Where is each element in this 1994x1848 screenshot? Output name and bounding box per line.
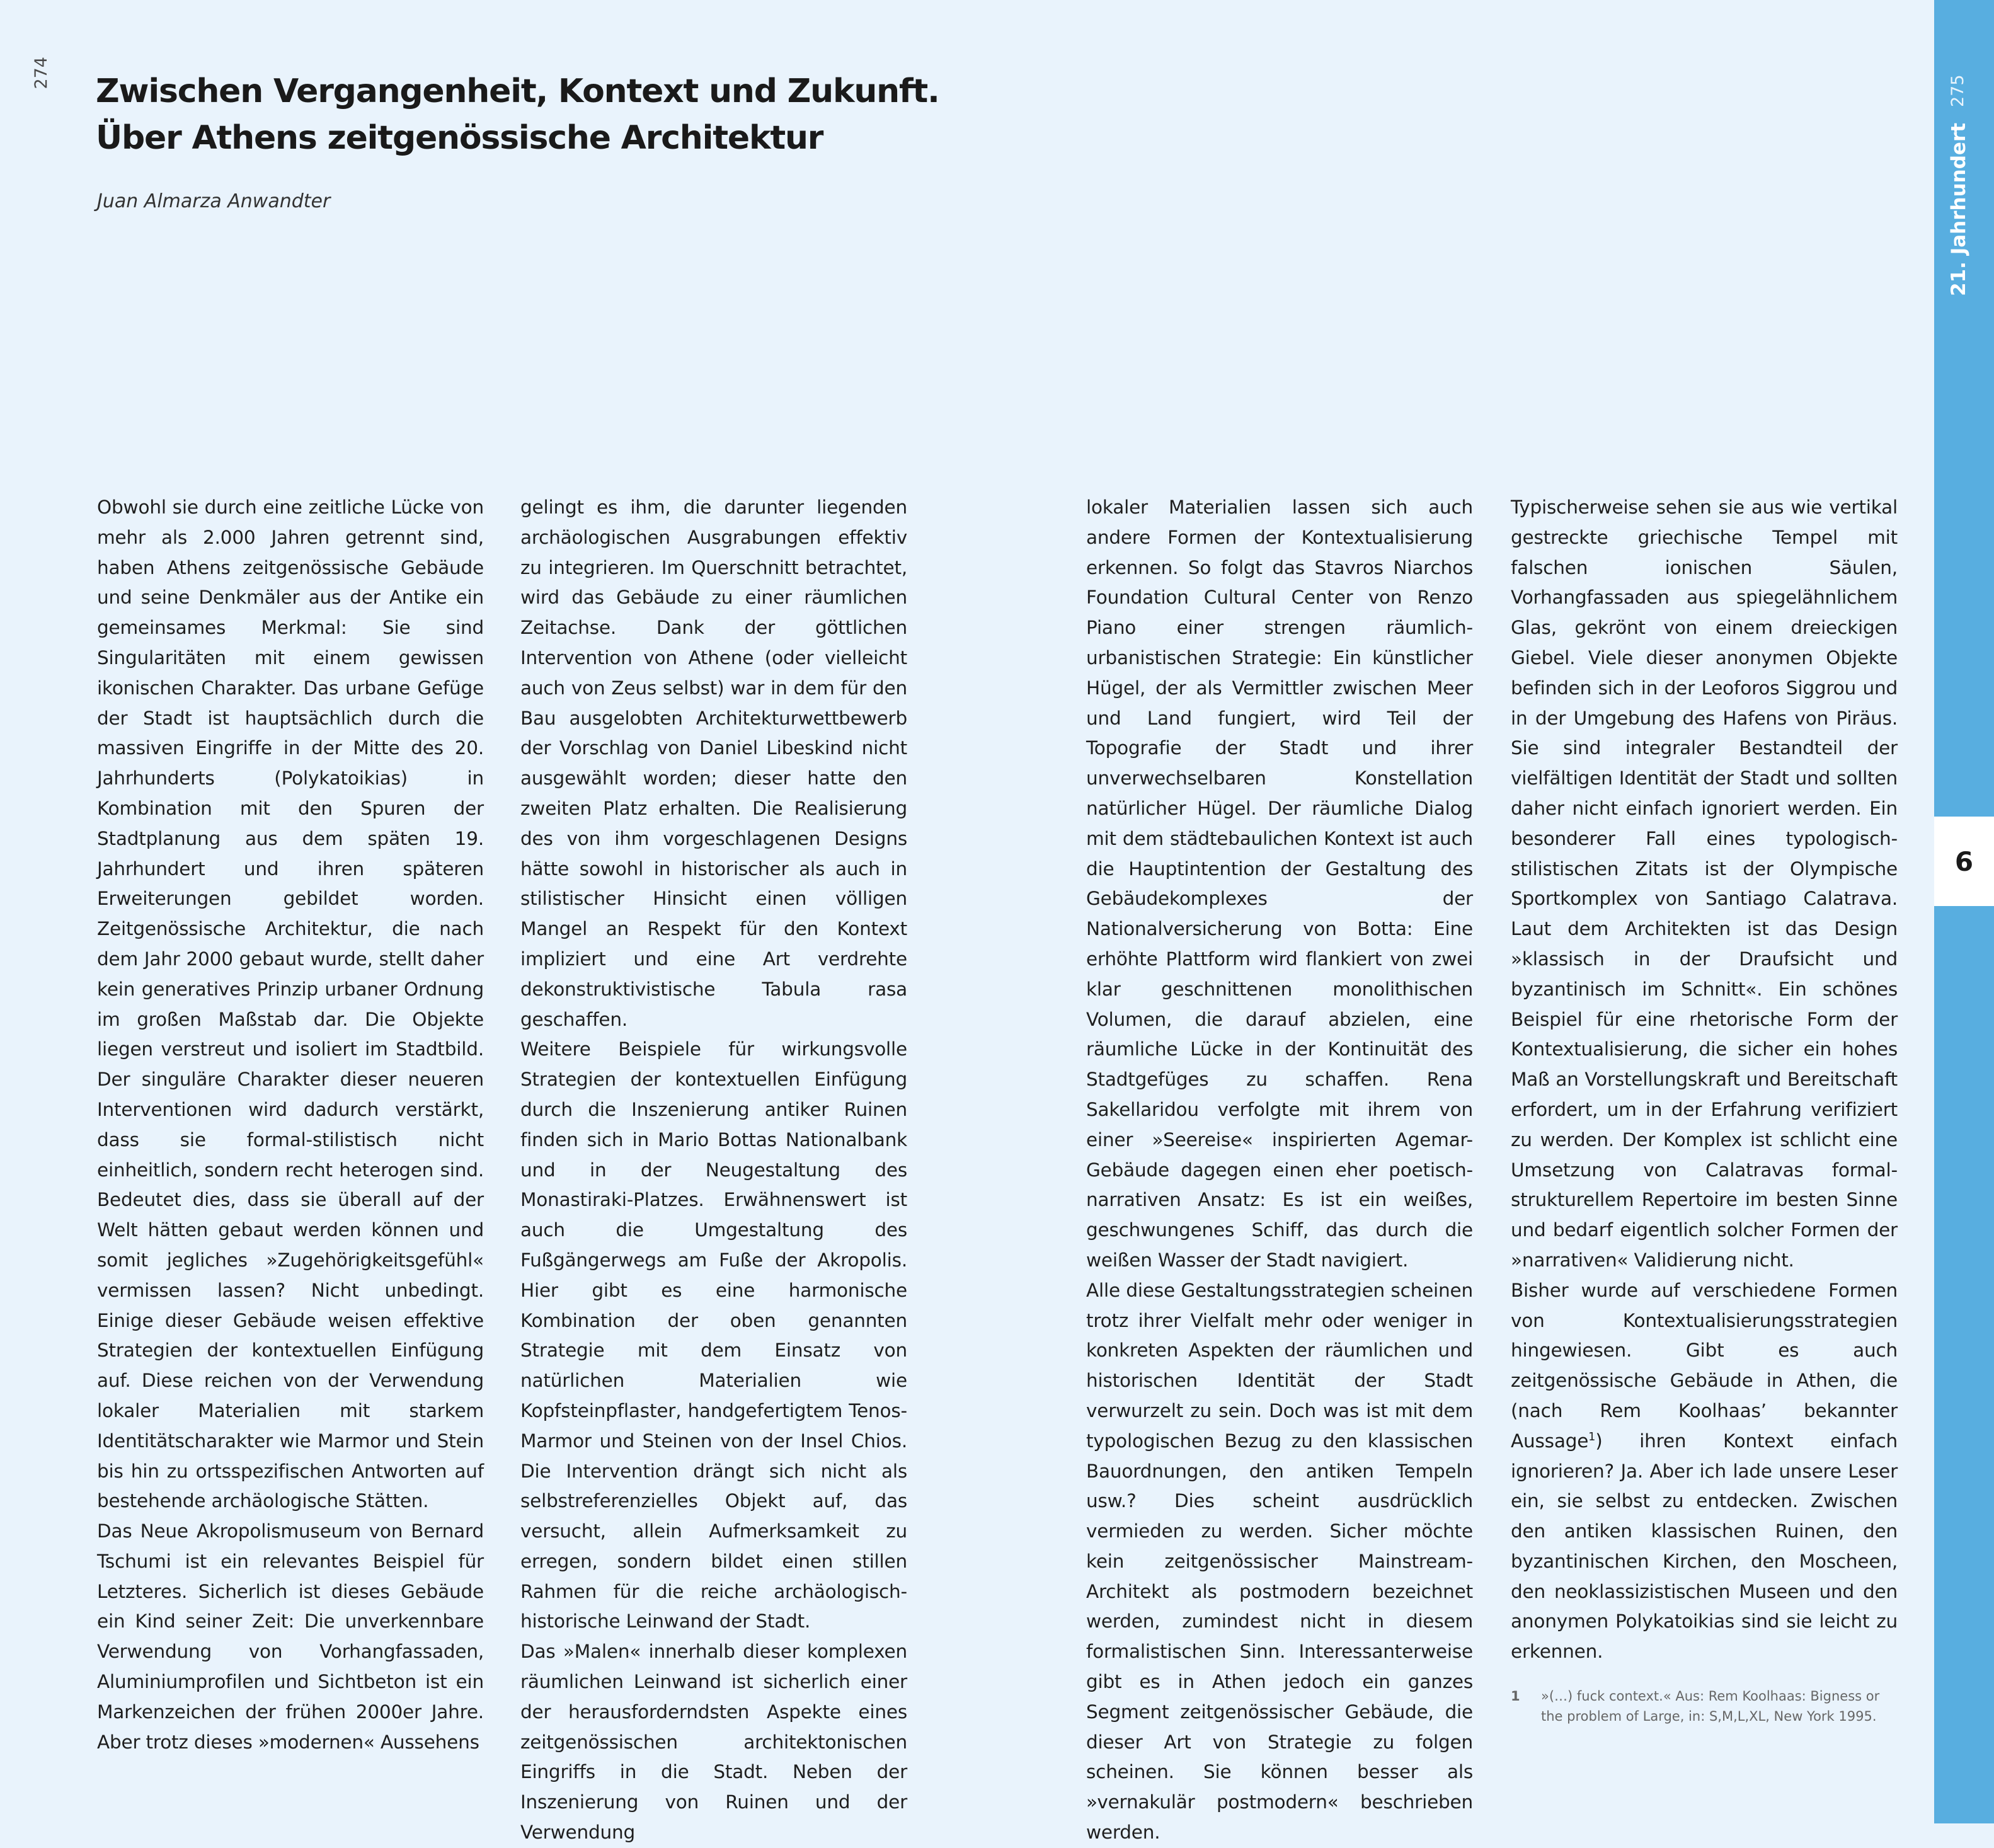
paragraph: Alle diese Gestaltungsstrategien scheinen trotz ihrer Vielfalt mehr oder weniger in konkreten Aspekten der räumlichen und historischen Identität der Stadt verwurzelt zu sein. Doch was ist mit dem typologischen Bezug zu den klassischen Bauordnungen, den antiken Tempeln usw.? Dies scheint ausdrücklich vermieden zu werden. Sicher möchte kein zeitgenössischer Mainstream-Architekt als postmodern bezeichnet werden, zumindest nicht in diesem formalistischen Sinn. Interessanterweise gibt es in Athen jedoch ein ganzes Segment zeitgenössischer Gebäude, die dieser Art von Strategie zu folgen scheinen. Sie können besser als »vernakulär postmodern« beschrieben werden. [1086,1279,1473,1844]
paragraph: gelingt es ihm, die darunter liegenden archäologischen Ausgrabungen effektiv zu integrieren. Im Querschnitt betrachtet, wird das Gebäude zu einer räumlichen Zeitachse. Dank der göttlichen Intervention von Athene (oder vielleicht auch von Zeus selbst) war in dem für den Bau ausgelobten Architekturwettbewerb der Vorschlag von Daniel Libeskind nicht ausgewählt worden; dieser hatte den zweiten Platz erhalten. Die Realisierung des von ihm vorgeschlagenen Designs hätte sowohl in historischer als auch in stilistischer Hinsicht einen völligen Mangel an Respekt für den Kontext impliziert und eine Art verdrehte dekonstruktivistische Tabula rasa geschaffen. [520,496,907,1030]
text-column-4 [1511,493,1898,1667]
text-column-1 [97,493,484,1757]
left-page-number: 274 [32,57,51,89]
footnote-number: 1 [1511,1689,1520,1704]
paragraph: lokaler Materialien lassen sich auch andere Formen der Kontextualisierung erkennen. So folgt das Stavros Niarchos Foundation Cultural Center von Renzo Piano einer strengen räumlich-urbanistischen Strategie: Ein künstlicher Hügel, der als Vermittler zwischen Meer und Land fungiert, wird Teil der Topografie der Stadt und ihrer unverwechselbaren Konstellation natürlicher Hügel. Der räumliche Dialog mit dem städtebaulichen Kontext ist auch die Hauptintention der Gestaltung des Gebäudekomplexes der Nationalversicherung von Botta: Eine erhöhte Plattform wird flankiert von zwei klar geschnittenen monolithischen Volumen, die darauf abzielen, eine räumliche Lücke in der Kontinuität des Stadtgefüges zu schaffen. Rena Sakellaridou verfolgte mit ihrem von einer »Seereise« inspirierten Agemar-Gebäude dagegen einen eher poetisch-narrativen Ansatz: Es ist ein weißes, geschwungenes Schiff, das durch die weißen Wasser der Stadt navigiert. [1086,496,1473,1271]
footnote-text: »(…) fuck context.« Aus: Rem Koolhaas: Bigness or the problem of Large, in: S,M,L,XL, New York 1995. [1541,1689,1880,1724]
chapter-label: 21. Jahrhundert [1947,122,1970,296]
chapter-number: 6 [1954,846,1974,877]
chapter-number-tab[interactable] [1934,817,1994,906]
paragraph: Typischerweise sehen sie aus wie vertikal gestreckte griechische Tempel mit falschen ionischen Säulen, Vorhangfassaden aus spiegelähnlichem Glas, gekrönt von einem dreieckigen Giebel. Viele dieser anonymen Objekte befinden sich in der Leoforos Siggrou und in der Umgebung des Hafens von Piräus. Sie sind integraler Bestandteil der vielfältigen Identität der Stadt und sollten daher nicht einfach ignoriert werden. Ein besonderer Fall eines typologisch-stilistischen Zitats ist der Olympische Sportkomplex von Santiago Calatrava. Laut dem Architekten ist das Design »klassisch in der Draufsicht und byzantinisch im Schnitt«. Ein schönes Beispiel für eine rhetorische Form der Kontextualisierung, die sicher ein hohes Maß an Vorstellungskraft und Bereitschaft erfordert, um in der Erfahrung verifiziert zu werden. Der Komplex ist schlicht eine Umsetzung von Calatravas formal-strukturellem Repertoire im besten Sinne und bedarf eigentlich solcher Formen der »narrativen« Validierung nicht. [1511,496,1898,1271]
text-column-3 [1086,493,1473,1848]
paragraph: Weitere Beispiele für wirkungsvolle Strategien der kontextuellen Einfügung durch die Inszenierung antiker Ruinen finden sich in Mario Bottas Nationalbank und in der Neugestaltung des Monastiraki-Platzes. Erwähnenswert ist auch die Umgestaltung des Fußgängerwegs am Fuße der Akropolis. Hier gibt es eine harmonische Kombination der oben genannten Strategie mit dem Einsatz von natürlichen Materialien wie Kopfsteinpflaster, handgefertigtem Tenos-Marmor und Steinen von der Insel Chios. Die Intervention drängt sich nicht als selbstreferenzielles Objekt auf, das versucht, allein Aufmerksamkeit zu erregen, sondern bildet einen stillen Rahmen für die reiche archäologisch-historische Leinwand der Stadt. [520,1038,907,1633]
paragraph: Das »Malen« innerhalb dieser komplexen räumlichen Leinwand ist sicherlich einer der herausforderndsten Aspekte eines zeitgenössischen architektonischen Eingriffs in die Stadt. Neben der Inszenierung von Ruinen und der Verwendung [520,1641,907,1844]
paragraph [1511,1276,1898,1667]
paragraph-text: Bisher wurde auf verschiedene Formen von Kontextualisierungsstrategien hingewiesen. Gibt es auch zeitgenössische Gebäude in Athen, die (nach Rem Koolhaas’ bekannter Aussage [1511,1279,1898,1452]
article-author: Juan Almarza Anwandter [97,190,331,212]
article-title-line2: Über Athens zeitgenössische Architektur [96,119,823,157]
footnote [1511,1686,1898,1726]
right-page-number: 275 [1948,74,1968,107]
article-title [96,68,978,161]
paragraph: Das Neue Akropolismuseum von Bernard Tschumi ist ein relevantes Beispiel für Letzteres. Sicherlich ist dieses Gebäude ein Kind seiner Zeit: Die unverkennbare Verwendung von Vorhangfassaden, Aluminiumprofilen und Sichtbeton ist ein Markenzeichen der frühen 2000er Jahre. Aber trotz dieses »modernen« Aussehens [97,1520,484,1753]
text-column-2 [520,493,907,1848]
footnote-reference[interactable]: 1 [1588,1430,1596,1443]
paragraph-text: ) ihren Kontext einfach ignorieren? Ja. Aber ich lade unsere Leser ein, sie selbst zu entdecken. Zwischen den antiken klassischen Ruinen, den byzantinischen Kirchen, den Moscheen, den neoklassizistischen Museen und den anonymen Polykatoikias sind sie leicht zu erkennen. [1511,1430,1898,1663]
article-title-line1: Zwischen Vergangenheit, Kontext und Zukunft. [96,72,939,110]
paragraph: Obwohl sie durch eine zeitliche Lücke von mehr als 2.000 Jahren getrennt sind, haben Athens zeitgenössische Gebäude und seine Denkmäler aus der Antike ein gemeinsames Merkmal: Sie sind Singularitäten mit einem gewissen ikonischen Charakter. Das urbane Gefüge der Stadt ist hauptsächlich durch die massiven Eingriffe in der Mitte des 20. Jahrhunderts (Polykatoikias) in Kombination mit den Spuren der Stadtplanung aus dem späten 19. Jahrhundert und ihren späteren Erweiterungen gebildet worden. Zeitgenössische Architektur, die nach dem Jahr 2000 gebaut wurde, stellt daher kein generatives Prinzip urbaner Ordnung im großen Maßstab dar. Die Objekte liegen verstreut und isoliert im Stadtbild. Der singuläre Charakter dieser neueren Interventionen wird dadurch verstärkt, dass sie formal-stilistisch nicht einheitlich, sondern recht heterogen sind. Bedeutet dies, dass sie überall auf der Welt hätten gebaut werden können und somit jegliches »Zugehörigkeitsgefühl« vermissen lassen? Nicht unbedingt. Einige dieser Gebäude weisen effektive Strategien der kontextuellen Einfügung auf. Diese reichen von der Verwendung lokaler Materialien mit starkem Identitätscharakter wie Marmor und Stein bis hin zu ortsspezifischen Antworten auf bestehende archäologische Stätten. [97,496,484,1512]
